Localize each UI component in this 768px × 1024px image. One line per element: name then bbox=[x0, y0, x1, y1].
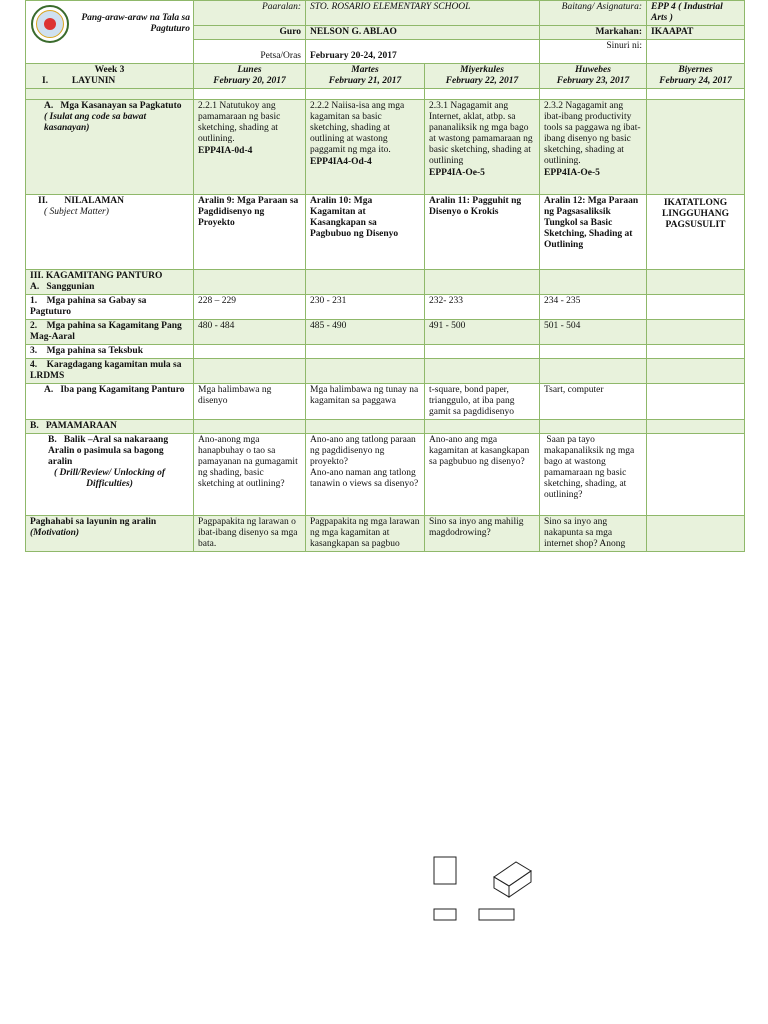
kasanayan-cell-huwebes: 2.3.2 Nagagamit ang ibat-ibang productivity tools sa paggawa ng ibat-ibang disenyo ng basic sketching, shading at outlining. EPP4IA-Oe-5 bbox=[540, 100, 647, 195]
markahan-value: IKAAPAT bbox=[647, 26, 745, 40]
guro-value: NELSON G. ABLAO bbox=[306, 26, 540, 40]
kasanayan-cell-biyernes bbox=[647, 100, 745, 195]
gabay-cell bbox=[647, 295, 745, 320]
front-view-rectangle bbox=[434, 857, 456, 884]
paghahabi-note: (Motivation) bbox=[30, 528, 80, 538]
document-title: Pang-araw-araw na Tala sa Pagtuturo bbox=[81, 13, 190, 34]
guro-label: Guro bbox=[194, 26, 306, 40]
header-logo-cell bbox=[26, 1, 194, 64]
spacer-cell bbox=[26, 89, 194, 100]
petsa-value: February 20-24, 2017 bbox=[306, 40, 540, 64]
kasanayan-label-cell bbox=[26, 100, 194, 195]
mag-aaral-cell bbox=[647, 320, 745, 345]
balik-aral-cell-huwebes: Saan pa tayo makapanaliksik ng mga bago at wastong pamamaraan ng basic sketching, shading, at outlining? bbox=[540, 434, 647, 516]
kasanayan-note: ( Isulat ang code sa bawat kasanayan) bbox=[44, 112, 147, 133]
gabay-cell: 234 - 235 bbox=[540, 295, 647, 320]
paghahabi-label: Paghahabi sa layunin ng aralin bbox=[30, 517, 157, 527]
kasanayan-label: A. Mga Kasanayan sa Pagkatuto bbox=[44, 101, 182, 111]
paghahabi-cell-huwebes: Sino sa inyo ang nakapunta sa mga internet shop? Anong bbox=[540, 516, 647, 552]
iba-pang-kagamitan-cell: Mga halimbawa ng tunay na kagamitan sa paggawa bbox=[306, 384, 425, 420]
paghahabi-cell-miyerkules: Sino sa inyo ang mahilig magdodrowing? bbox=[425, 516, 540, 552]
school-seal-logo bbox=[31, 5, 69, 43]
petsa-label: Petsa/Oras bbox=[194, 40, 306, 64]
nilalaman-cell-lunes: Aralin 9: Mga Paraan sa Pagdidisenyo ng Proyekto bbox=[194, 195, 306, 270]
paghahabi-cell-lunes: Pagpapakita ng larawan o ibat-ibang disenyo sa mga bata. bbox=[194, 516, 306, 552]
pamamaraan-heading: B. PAMAMARAAN bbox=[26, 420, 194, 434]
iba-pang-kagamitan-cell: Mga halimbawa ng disenyo bbox=[194, 384, 306, 420]
teksbuk-label: 3. Mga pahina sa Teksbuk bbox=[26, 345, 194, 359]
kasanayan-cell-miyerkules: 2.3.1 Nagagamit ang Internet, aklat, atbp. sa pananaliksik ng mga bago at wastong pamamaraan ng basic sketching, shading at outlining EPP4IA-Oe-5 bbox=[425, 100, 540, 195]
top-view-rectangle bbox=[434, 909, 456, 920]
sketch-shapes-figure bbox=[430, 855, 550, 925]
balik-aral-cell-martes: Ano-ano ang tatlong paraan ng pagdidisenyo ng proyekto? Ano-ano naman ang tatlong tanawin o views sa disenyo? bbox=[306, 434, 425, 516]
paaralan-value: STO. ROSARIO ELEMENTARY SCHOOL bbox=[306, 1, 540, 26]
iba-pang-kagamitan-label: A. Iba pang Kagamitang Panturo bbox=[26, 384, 194, 420]
kagamitan-heading-cell bbox=[26, 270, 194, 295]
sinuri-label: Sinuri ni: bbox=[540, 40, 647, 64]
balik-aral-cell-biyernes bbox=[647, 434, 745, 516]
baitang-value: EPP 4 ( Industrial Arts ) bbox=[647, 1, 745, 26]
nilalaman-label: II. NILALAMAN bbox=[38, 196, 125, 206]
balik-aral-cell-miyerkules: Ano-ano ang mga kagamitan at kasangkapan sa pagbubuo ng disenyo? bbox=[425, 434, 540, 516]
lrdms-label: 4. Karagdagang kagamitan mula sa LRDMS bbox=[26, 359, 194, 384]
balik-aral-label: B. Balik –Aral sa nakaraang Aralin o pasimula sa bagong aralin bbox=[48, 435, 169, 467]
markahan-label: Markahan: bbox=[540, 26, 647, 40]
day-header-miyerkules: Miyerkules February 22, 2017 bbox=[425, 64, 540, 89]
mag-aaral-label: 2. Mga pahina sa Kagamitang Pang Mag-Aaral bbox=[26, 320, 194, 345]
mag-aaral-cell: 480 - 484 bbox=[194, 320, 306, 345]
week-label: Week 3 bbox=[94, 65, 125, 75]
mag-aaral-cell: 501 - 504 bbox=[540, 320, 647, 345]
sketch-shapes-svg bbox=[430, 855, 550, 925]
layunin-heading: I. LAYUNIN bbox=[42, 76, 116, 86]
gabay-cell: 228 – 229 bbox=[194, 295, 306, 320]
balik-aral-label-cell bbox=[26, 434, 194, 516]
sinuri-value bbox=[647, 40, 745, 64]
balik-aral-cell-lunes: Ano-anong mga hanapbuhay o tao sa pamayanan na gumagamit ng shading, basic sketching at outlining? bbox=[194, 434, 306, 516]
paghahabi-cell-martes: Pagpapakita ng mga larawan ng mga kagamitan at kasangkapan sa pagbuo bbox=[306, 516, 425, 552]
mag-aaral-cell: 485 - 490 bbox=[306, 320, 425, 345]
gabay-cell: 230 - 231 bbox=[306, 295, 425, 320]
kasanayan-cell-lunes: 2.2.1 Natutukoy ang pamamaraan ng basic sketching, shading at outlining. EPP4IA-0d-4 bbox=[194, 100, 306, 195]
paghahabi-cell-biyernes bbox=[647, 516, 745, 552]
day-header-biyernes: Biyernes February 24, 2017 bbox=[647, 64, 745, 89]
lesson-plan-table bbox=[25, 0, 745, 552]
day-header-lunes: Lunes February 20, 2017 bbox=[194, 64, 306, 89]
iba-pang-kagamitan-cell: t-square, bond paper, trianggulo, at iba pang gamit sa pagdidisenyo bbox=[425, 384, 540, 420]
gabay-label: 1. Mga pahina sa Gabay sa Pagtuturo bbox=[26, 295, 194, 320]
nilalaman-cell-biyernes: IKATATLONG LINGGUHANG PAGSUSULIT bbox=[647, 195, 745, 270]
nilalaman-note: ( Subject Matter) bbox=[44, 207, 109, 217]
nilalaman-label-cell bbox=[26, 195, 194, 270]
balik-aral-note: ( Drill/Review/ Unlocking of Difficulties) bbox=[53, 468, 166, 489]
paghahabi-label-cell bbox=[26, 516, 194, 552]
week-cell bbox=[26, 64, 194, 89]
side-view-rectangle bbox=[479, 909, 514, 920]
sanggunian-label: A. Sanggunian bbox=[30, 282, 95, 292]
nilalaman-cell-miyerkules: Aralin 11: Pagguhit ng Disenyo o Krokis bbox=[425, 195, 540, 270]
paaralan-label: Paaralan: bbox=[194, 1, 306, 26]
day-header-martes: Martes February 21, 2017 bbox=[306, 64, 425, 89]
kagamitan-heading: III. KAGAMITANG PANTURO bbox=[30, 271, 163, 281]
iba-pang-kagamitan-cell: Tsart, computer bbox=[540, 384, 647, 420]
nilalaman-cell-martes: Aralin 10: Mga Kagamitan at Kasangkapan sa Pagbubuo ng Disenyo bbox=[306, 195, 425, 270]
iba-pang-kagamitan-cell bbox=[647, 384, 745, 420]
nilalaman-cell-huwebes: Aralin 12: Mga Paraan ng Pagsasaliksik Tungkol sa Basic Sketching, Shading at Outlining bbox=[540, 195, 647, 270]
kasanayan-cell-martes: 2.2.2 Naiisa-isa ang mga kagamitan sa basic sketching, shading at outlining at wastong paggamit ng mga ito. EPP4IA4-Od-4 bbox=[306, 100, 425, 195]
day-header-huwebes: Huwebes February 23, 2017 bbox=[540, 64, 647, 89]
gabay-cell: 232- 233 bbox=[425, 295, 540, 320]
isometric-box-drawing bbox=[494, 862, 531, 897]
baitang-label: Baitang/ Asignatura: bbox=[540, 1, 647, 26]
mag-aaral-cell: 491 - 500 bbox=[425, 320, 540, 345]
